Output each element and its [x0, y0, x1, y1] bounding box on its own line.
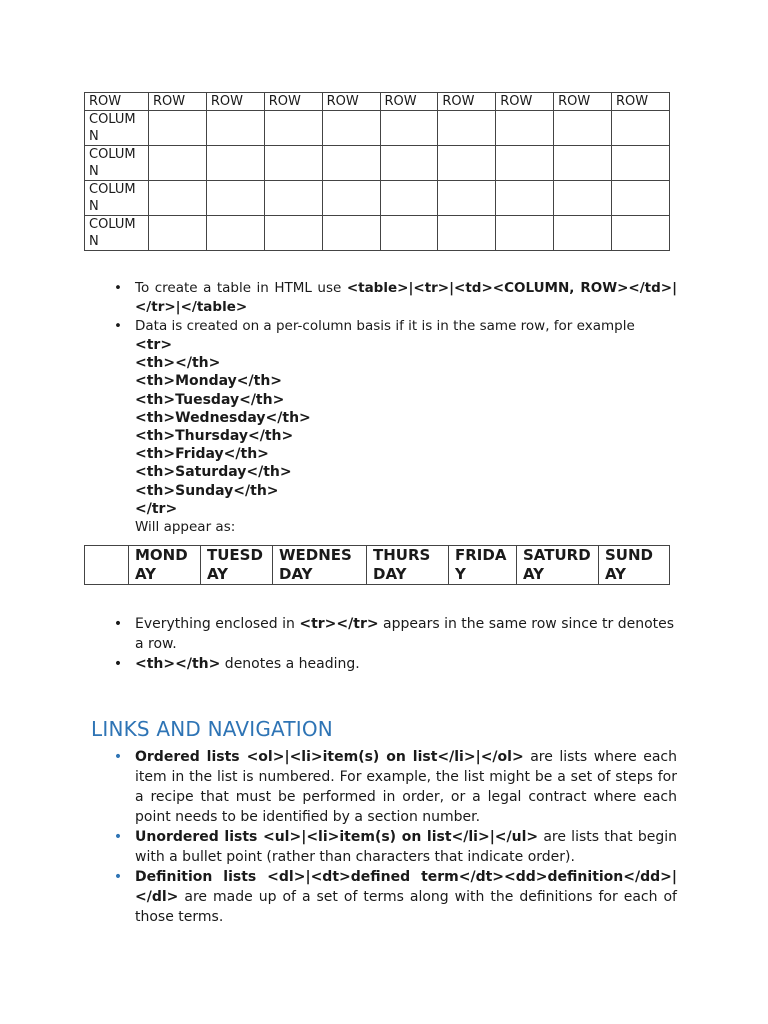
empty-cell — [612, 146, 670, 181]
list-item-text: are made up of a set of terms along with the definitions for each of those terms. — [135, 889, 677, 925]
empty-cell — [438, 181, 496, 216]
table-row — [85, 111, 670, 146]
list-item-text: Everything enclosed in — [135, 616, 300, 632]
code-line: <th>Wednesday</th> — [135, 409, 311, 426]
list-item — [113, 867, 677, 927]
empty-cell — [264, 146, 322, 181]
list-types-list — [113, 747, 677, 927]
empty-cell — [149, 111, 207, 146]
empty-cell — [554, 181, 612, 216]
row-label-cell: COLUMN — [85, 181, 149, 216]
empty-cell — [206, 181, 264, 216]
empty-cell — [496, 216, 554, 251]
heading-cell: WEDNESDAY — [273, 546, 367, 585]
empty-cell — [438, 146, 496, 181]
bullet-icon: • — [113, 656, 123, 672]
row-label-cell: COLUMN — [85, 111, 149, 146]
empty-cell — [496, 146, 554, 181]
list-item-text: To create a table in HTML use — [135, 280, 347, 296]
heading-cell: MONDAY — [129, 546, 201, 585]
code-line: <th>Sunday</th> — [135, 482, 279, 499]
empty-cell — [322, 111, 380, 146]
code-snippet: <th></th> — [135, 656, 221, 672]
empty-heading-cell — [85, 546, 129, 585]
code-line: <tr> — [135, 337, 173, 353]
heading-cell: TUESDAY — [201, 546, 273, 585]
heading-cell: SATURDAY — [517, 546, 599, 585]
header-cell: ROW — [149, 93, 207, 111]
code-line: <th>Monday</th> — [135, 373, 283, 390]
row-heading-notes-list — [113, 614, 677, 674]
row-label-cell: COLUMN — [85, 216, 149, 251]
empty-cell — [380, 181, 438, 216]
empty-cell — [264, 216, 322, 251]
empty-cell — [438, 216, 496, 251]
code-line: </tr> — [135, 500, 178, 517]
list-type-term: Unordered lists <ul>|<li>item(s) on list</li>|</ul> — [135, 829, 539, 845]
empty-cell — [149, 146, 207, 181]
list-item-text: denotes a heading. — [220, 656, 360, 672]
empty-cell — [322, 181, 380, 216]
table-row — [85, 146, 670, 181]
bullet-icon: • — [113, 829, 123, 845]
list-item-text: appears in the same row since tr denotes a row. — [135, 616, 675, 652]
code-line: <th></th> — [135, 355, 221, 372]
list-item-text: are lists where each item in the list is numbered. For example, the list might be a set of steps for a recipe that must be performed in order, or a legal contract where each point needs to be identified by a section number. — [135, 749, 677, 825]
table-explanation-list — [114, 279, 678, 537]
weekday-table — [84, 545, 670, 585]
list-item — [113, 827, 677, 867]
heading-cell: THURSDAY — [367, 546, 449, 585]
header-cell: ROW — [380, 93, 438, 111]
empty-cell — [554, 216, 612, 251]
heading-cell: SUNDAY — [599, 546, 670, 585]
list-item-text: are lists that begin with a bullet point (rather than characters that indicate order). — [135, 829, 677, 865]
bullet-icon: • — [113, 869, 123, 885]
empty-cell — [380, 216, 438, 251]
list-item — [114, 317, 677, 537]
empty-cell — [612, 181, 670, 216]
header-cell: ROW — [322, 93, 380, 111]
header-cell: ROW — [85, 93, 149, 111]
empty-cell — [438, 111, 496, 146]
code-line: <th>Friday</th> — [135, 446, 269, 463]
bullet-icon: • — [114, 318, 122, 334]
table-row — [85, 546, 670, 585]
header-cell: ROW — [554, 93, 612, 111]
empty-cell — [380, 146, 438, 181]
empty-cell — [612, 216, 670, 251]
row-column-table — [84, 92, 670, 251]
empty-cell — [554, 146, 612, 181]
empty-cell — [264, 111, 322, 146]
empty-cell — [322, 146, 380, 181]
will-appear-text: Will appear as: — [135, 519, 236, 536]
list-item-text: Data is created on a per-column basis if it is in the same row, for example — [135, 318, 635, 334]
code-snippet: <tr></tr> — [299, 616, 379, 632]
header-cell: ROW — [264, 93, 322, 111]
list-type-term: Definition lists <dl>|<dt>defined term</dt><dd>definition</dd>|</dl> — [135, 869, 677, 905]
bullet-icon: • — [113, 616, 123, 632]
code-snippet: <table>|<tr>|<td><COLUMN, ROW></td>|</tr>|</table> — [135, 280, 678, 315]
header-cell: ROW — [206, 93, 264, 111]
row-label-cell: COLUMN — [85, 146, 149, 181]
header-cell: ROW — [496, 93, 554, 111]
empty-cell — [496, 181, 554, 216]
empty-cell — [612, 111, 670, 146]
table-row — [85, 216, 670, 251]
code-line: <th>Thursday</th> — [135, 428, 294, 445]
list-item — [113, 654, 677, 674]
empty-cell — [554, 111, 612, 146]
list-item — [113, 747, 677, 827]
empty-cell — [206, 146, 264, 181]
table-header-row — [85, 93, 670, 111]
empty-cell — [149, 181, 207, 216]
header-cell: ROW — [612, 93, 670, 111]
empty-cell — [206, 216, 264, 251]
list-type-term: Ordered lists <ol>|<li>item(s) on list</li>|</ol> — [135, 749, 524, 765]
table-row — [85, 181, 670, 216]
list-item — [114, 279, 678, 317]
heading-cell: FRIDAY — [449, 546, 517, 585]
empty-cell — [496, 111, 554, 146]
bullet-icon: • — [114, 280, 122, 296]
empty-cell — [149, 216, 207, 251]
section-heading: LINKS AND NAVIGATION — [91, 717, 333, 741]
empty-cell — [322, 216, 380, 251]
bullet-icon: • — [113, 749, 123, 765]
list-item — [113, 614, 677, 654]
code-line: <th>Saturday</th> — [135, 464, 292, 481]
empty-cell — [206, 111, 264, 146]
empty-cell — [264, 181, 322, 216]
header-cell: ROW — [438, 93, 496, 111]
empty-cell — [380, 111, 438, 146]
code-line: <th>Tuesday</th> — [135, 391, 285, 408]
